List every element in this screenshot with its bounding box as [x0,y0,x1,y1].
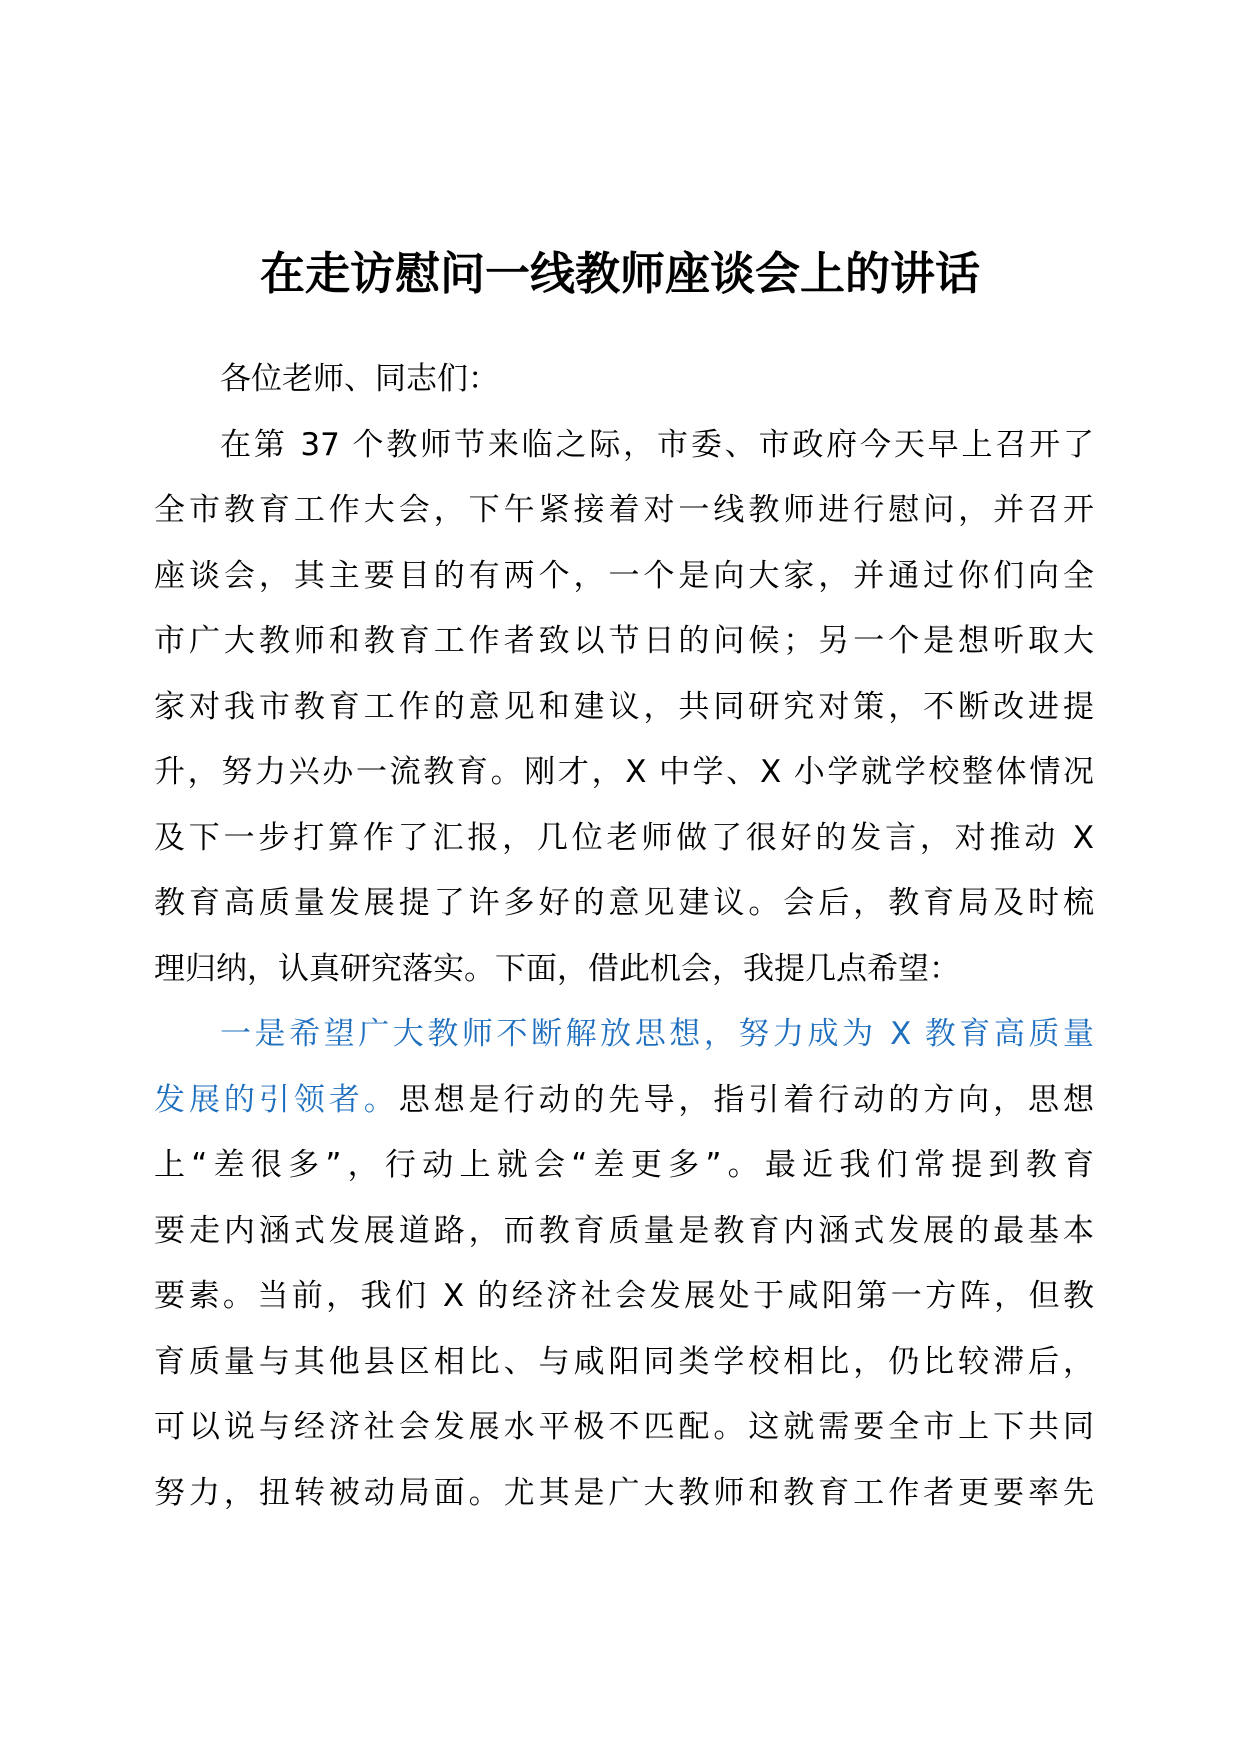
paragraph-2-line: 要走内涵式发展道路，而教育质量是教育内涵式发展的最基本 [154,1212,1094,1249]
paragraph-1-line: 座谈会，其主要目的有两个，一个是向大家，并通过你们向全 [154,557,1094,594]
paragraph-1-line: 教育高质量发展提了许多好的意见建议。会后，教育局及时梳 [154,885,1094,921]
paragraph-2-line [154,1068,1094,1134]
document-body [154,347,1094,1526]
paragraph-1-line: 理归纳，认真研究落实。下面，借此机会，我提几点希望： [154,950,960,987]
paragraph-2-line-text: 思想是行动的先导，指引着行动的方向，思想 [398,1081,1095,1118]
paragraph-1-line: 升，努力兴办一流教育。刚才，X 中学、X 小学就学校整体情况 [154,754,1094,790]
document-title: 在走访慰问一线教师座谈会上的讲话 [259,247,980,300]
paragraph-2-line: 要素。当前，我们 X 的经济社会发展处于咸阳第一方阵，但教 [154,1278,1094,1314]
paragraph-1-line: 及下一步打算作了汇报，几位老师做了很好的发言，对推动 X [154,819,1094,856]
paragraph-2-line: 育质量与其他县区相比、与咸阳同类学校相比，仍比较滞后， [154,1343,1094,1380]
salutation: 各位老师、同志们： [220,361,499,397]
paragraph-1-line: 市广大教师和教育工作者致以节日的问候；另一个是想听取大 [154,623,1094,659]
paragraph-2-line: 可以说与经济社会发展水平极不匹配。这就需要全市上下共同 [154,1409,1094,1445]
paragraph-2-heading: 一是希望广大教师不断解放思想，努力成为 X 教育高质量 [220,1016,1094,1052]
paragraph-2-line: 上“差很多”，行动上就会“差更多”。最近我们常提到教育 [154,1147,1094,1183]
paragraph-1-line: 在第 37 个教师节来临之际，市委、市政府今天早上召开了 [220,426,1094,463]
paragraph-1-line: 家对我市教育工作的意见和建议，共同研究对策，不断改进提 [154,688,1094,725]
paragraph-2-line: 努力，扭转被动局面。尤其是广大教师和教育工作者更要率先 [154,1474,1094,1511]
paragraph-2-heading-end: 发展的引领者。 [154,1081,399,1118]
paragraph-1-line: 全市教育工作大会，下午紧接着对一线教师进行慰问，并召开 [154,492,1094,528]
